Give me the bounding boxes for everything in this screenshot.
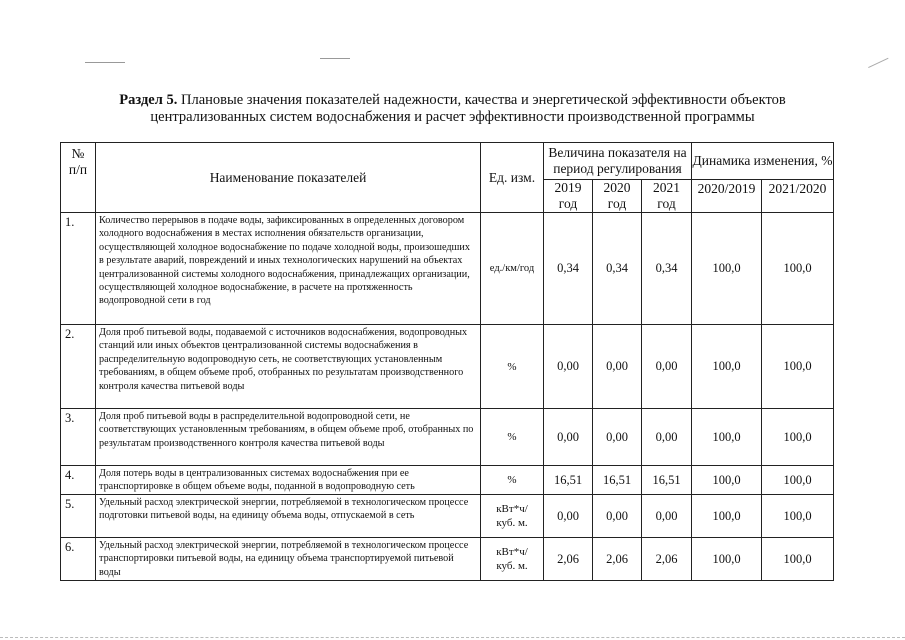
table-row	[61, 213, 834, 325]
row-dynamics-2020-2019: 100,0	[692, 466, 762, 495]
header-year-2021: 2021 год	[642, 180, 692, 213]
row-indicator-name: Доля проб питьевой воды в распределительной водопроводной сети, не соответствующих установленным требованиям, в общем объеме проб, отобранных по результатам производственного контроля качества питьевой воды	[96, 409, 481, 466]
row-value-2020: 0,00	[593, 325, 642, 409]
row-dynamics-2020-2019: 100,0	[692, 213, 762, 325]
row-indicator-name: Доля проб питьевой воды, подаваемой с источников водоснабжения, водопроводных станций или иных объектов централизованной системы водоснабжения в распределительную водопроводную сеть, не соответствующих установленным требованиям, в общем объеме проб, отобранных по результатам производственного контроля качества питьевой воды	[96, 325, 481, 409]
header-row	[61, 143, 834, 180]
title-line-1: Плановые значения показателей надежности, качества и энергетической эффективности объектов	[180, 92, 786, 108]
section-label: Раздел 5.	[119, 92, 178, 108]
row-dynamics-2020-2019: 100,0	[692, 409, 762, 466]
row-number: 2.	[61, 325, 96, 409]
row-unit: %	[481, 466, 544, 495]
table-row	[61, 466, 834, 495]
row-unit: ед./км/год	[481, 213, 544, 325]
row-indicator-name: Удельный расход электрической энергии, потребляемой в технологическом процессе подготовки питьевой воды, на единицу объема воды, отпускаемой в сеть	[96, 495, 481, 538]
row-value-2019: 0,00	[544, 325, 593, 409]
table-row	[61, 495, 834, 538]
row-number: 6.	[61, 538, 96, 581]
row-dynamics-2021-2020: 100,0	[762, 325, 834, 409]
row-value-2020: 2,06	[593, 538, 642, 581]
row-dynamics-2021-2020: 100,0	[762, 466, 834, 495]
row-value-2020: 16,51	[593, 466, 642, 495]
row-number: 4.	[61, 466, 96, 495]
header-dynamics-group: Динамика изменения, %	[692, 143, 834, 180]
row-dynamics-2021-2020: 100,0	[762, 538, 834, 581]
row-dynamics-2020-2019: 100,0	[692, 495, 762, 538]
row-value-2021: 0,00	[642, 325, 692, 409]
row-dynamics-2020-2019: 100,0	[692, 538, 762, 581]
row-value-2019: 0,34	[544, 213, 593, 325]
header-dynamics-2021-2020: 2021/2020	[762, 180, 834, 213]
scan-artifact	[868, 58, 892, 75]
header-num: № п/п	[61, 143, 96, 213]
row-indicator-name: Доля потерь воды в централизованных системах водоснабжения при ее транспортировке в общем объеме воды, поданной в водопроводную сеть	[96, 466, 481, 495]
row-value-2019: 0,00	[544, 409, 593, 466]
row-unit: %	[481, 409, 544, 466]
table-row	[61, 409, 834, 466]
row-value-2019: 2,06	[544, 538, 593, 581]
row-number: 3.	[61, 409, 96, 466]
table-row	[61, 325, 834, 409]
header-year-2019: 2019 год	[544, 180, 593, 213]
header-unit: Ед. изм.	[481, 143, 544, 213]
table-row	[61, 538, 834, 581]
row-number: 1.	[61, 213, 96, 325]
row-number: 5.	[61, 495, 96, 538]
row-value-2021: 16,51	[642, 466, 692, 495]
indicators-table	[60, 142, 834, 581]
row-unit: %	[481, 325, 544, 409]
row-value-2020: 0,34	[593, 213, 642, 325]
scan-artifact	[320, 58, 350, 59]
row-value-2020: 0,00	[593, 495, 642, 538]
row-dynamics-2021-2020: 100,0	[762, 495, 834, 538]
title-line-2: централизованных систем водоснабжения и расчет эффективности производственной программы	[150, 109, 755, 125]
row-indicator-name: Удельный расход электрической энергии, потребляемой в технологическом процессе транспортировки питьевой воды, на единицу объема транспортируемой питьевой воды	[96, 538, 481, 581]
row-dynamics-2021-2020: 100,0	[762, 409, 834, 466]
row-value-2021: 0,00	[642, 495, 692, 538]
header-value-group: Величина показателя на период регулирования	[544, 143, 692, 180]
row-dynamics-2021-2020: 100,0	[762, 213, 834, 325]
row-value-2019: 0,00	[544, 495, 593, 538]
row-value-2021: 0,00	[642, 409, 692, 466]
row-value-2019: 16,51	[544, 466, 593, 495]
row-value-2021: 0,34	[642, 213, 692, 325]
row-unit: кВт*ч/ куб. м.	[481, 538, 544, 581]
header-dynamics-2020-2019: 2020/2019	[692, 180, 762, 213]
header-name: Наименование показателей	[96, 143, 481, 213]
row-value-2020: 0,00	[593, 409, 642, 466]
row-dynamics-2020-2019: 100,0	[692, 325, 762, 409]
row-value-2021: 2,06	[642, 538, 692, 581]
scan-artifact	[0, 637, 905, 638]
row-unit: кВт*ч/ куб. м.	[481, 495, 544, 538]
section-title	[40, 92, 865, 126]
scan-artifact	[85, 62, 125, 63]
header-year-2020: 2020 год	[593, 180, 642, 213]
row-indicator-name: Количество перерывов в подаче воды, зафиксированных в определенных договором холодного водоснабжения в местах исполнения обязательств организации, осуществляющей холодное водоснабжение по подаче холодной воды, произошедших в результате аварий, повреждений и иных технологических нарушений на объектах централизованной системы холодного водоснабжения, принадлежащих организации, осуществляющей холодное водоснабжение, в расчете на протяженность водопроводной сети в год	[96, 213, 481, 325]
